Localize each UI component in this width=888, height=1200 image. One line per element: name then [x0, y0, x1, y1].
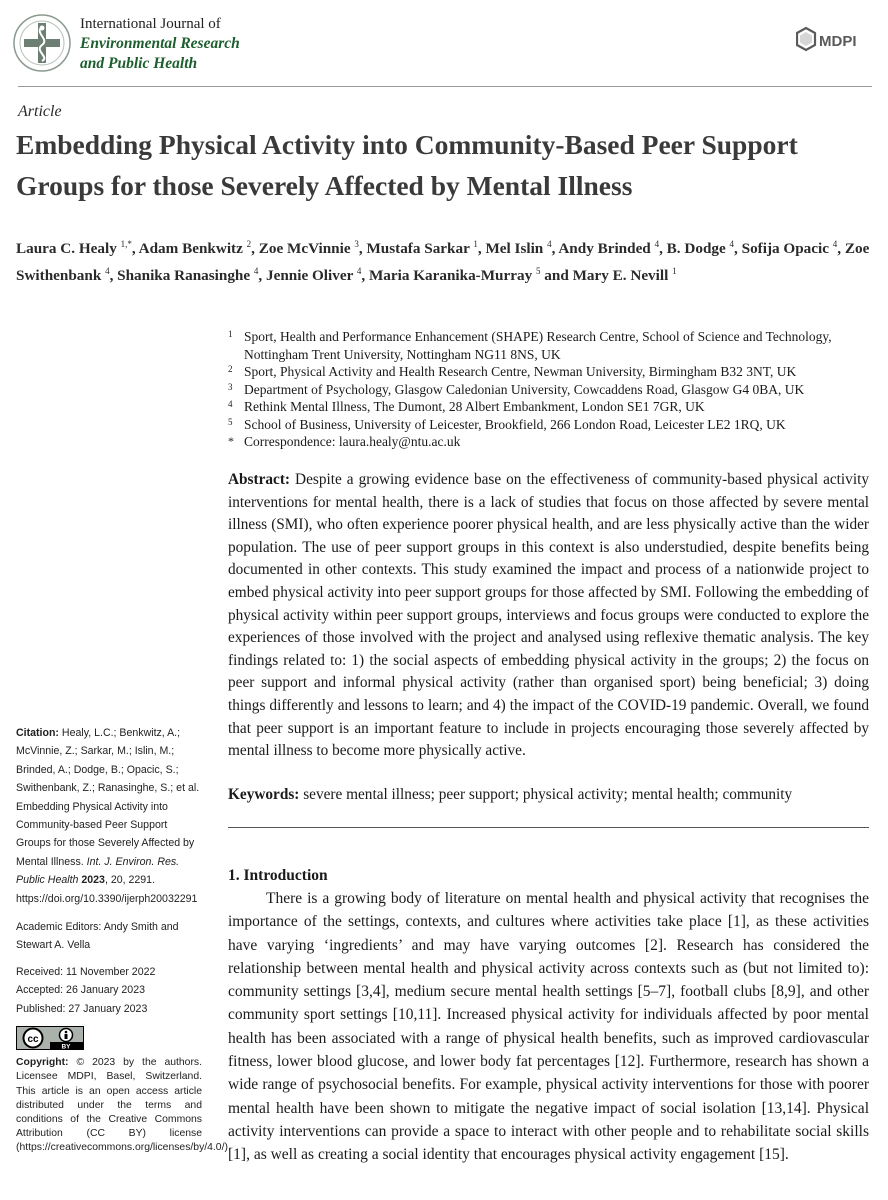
journal-name	[80, 14, 240, 74]
received-date: Received: 11 November 2022	[16, 965, 156, 978]
publication-dates	[16, 963, 202, 1018]
citation-label: Citation:	[16, 727, 59, 739]
affiliation-marker: 4	[228, 399, 233, 409]
author-affiliation-marker: 4	[729, 239, 735, 249]
affiliation-item	[228, 416, 868, 434]
author-affiliation-marker: 4	[547, 239, 552, 249]
author-affiliation-marker: 2	[246, 239, 252, 249]
introduction-body	[228, 887, 869, 1167]
author-separator: ,	[358, 240, 367, 258]
author-separator: ,	[131, 240, 139, 258]
author-separator: ,	[551, 240, 559, 258]
author-name: and Mary E. Nevill	[544, 267, 669, 285]
affiliation-text: Department of Psychology, Glasgow Caledonian University, Cowcaddens Road, Glasgow G4 0BA, UK	[244, 381, 805, 397]
author-affiliation-marker: 4	[253, 266, 259, 277]
journal-emblem-icon	[12, 13, 72, 73]
author-list	[16, 233, 876, 287]
article-type: Article	[18, 103, 62, 120]
abstract-text: Despite a growing evidence base on the effectiveness of community-based physical activity interventions for mental health, there is a lack of studies that focus on those affected by severe mental illness (SMI), who often experience poorer physical health, and are less physically active than the wider population. The use of peer support groups in this context is also understudied, despite benefits being documented in other contexts. This study examined the impact and process of a nationwide project to embed physical activity into peer support groups for those affected by SMI. Following the embedding of physical activity within peer support groups, interviews and focus groups were conducted to explore the experiences of those involved with the project and analysed using reflexive thematic analysis. The key findings related to: 1) the social aspects of embedding physical activity in the groups; 2) the focus on peer support and informal physical activity (rather than organised sport) being beneficial; 3) doing things differently and lessons to learn; and 4) the impact of the COVID-19 pandemic. Overall, we found that peer support is an important feature to include in projects encouraging those severely affected by mental illness to become more physically active.	[228, 471, 869, 760]
author-separator: ,	[659, 240, 667, 258]
journal-name-line1: International Journal of	[80, 16, 221, 32]
citation-journal: Int. J. Environ. Res. Public Health	[16, 855, 180, 887]
author-separator: ,	[251, 240, 259, 258]
author-name: Sofija Opacic	[741, 240, 829, 258]
header-divider	[18, 86, 872, 87]
mdpi-logo-icon	[796, 26, 872, 56]
affiliation-marker: 3	[228, 381, 233, 392]
affiliation-item	[228, 381, 868, 399]
author-name: Adam Benkwitz	[138, 240, 243, 258]
affiliation-marker: 1	[228, 329, 233, 339]
author-affiliation-marker: 4	[356, 266, 362, 277]
author-affiliation-marker: 1	[473, 239, 478, 249]
affiliation-text: Sport, Physical Activity and Health Research Centre, Newman University, Birmingham B32 3NT, UK	[244, 364, 797, 379]
cc-by-license-icon[interactable]	[16, 1026, 84, 1050]
affiliation-item	[228, 328, 868, 363]
keywords	[228, 784, 869, 806]
affiliation-marker: 2	[228, 364, 233, 374]
author-affiliation-marker: 1,*	[120, 239, 132, 249]
author-affiliation-marker: 3	[354, 239, 359, 249]
cc-label: cc	[27, 1034, 39, 1046]
section-divider	[228, 827, 869, 828]
copyright-notice	[16, 1056, 231, 1155]
abstract-label: Abstract:	[228, 471, 291, 488]
affiliation-list	[228, 328, 868, 451]
abstract	[228, 469, 869, 763]
affiliation-text: Rethink Mental Illness, The Dumont, 28 Albert Embankment, London SE1 7GR, UK	[244, 399, 705, 414]
citation	[16, 724, 202, 908]
sidebar	[16, 724, 231, 1156]
published-date: Published: 27 January 2023	[16, 1002, 148, 1015]
author-name: Jennie Oliver	[266, 267, 354, 285]
author-separator: ,	[734, 240, 742, 258]
introduction-paragraph: There is a growing body of literature on mental health and physical activity that recognises the importance of the settings, contexts, and cultures where activities take place [1], as these activities have varying ‘ingredients’ and may have varying outcomes [2]. Research has considered the relationship between mental health and physical activity across contexts such as (but not limited to): community settings [3,4], medium secure mental health settings [5–7], football clubs [8,9], and other community sport settings [10,11]. Increased physical activity for individuals affected by poor mental health has been associated with a range of physical health benefits, such as improved cardiovascular fitness, lower blood glucose, and lower body fat percentages [12]. Furthermore, research has shown a wide range of psychosocial benefits. For example, physical activity interventions for those with poorer mental health have been shown to mitigate the negative impact of social isolation [13,14]. Physical activity interventions can provide a space to interact with other people and to rehabilitate social skills [1], as well as creating a social identity that encourages physical activity engagement [15].	[228, 890, 869, 1164]
copyright-label: Copyright:	[16, 1057, 69, 1069]
author-name: Mustafa Sarkar	[366, 240, 470, 258]
author-affiliation-marker: 4	[832, 239, 838, 249]
citation-year: 2023	[81, 874, 105, 887]
author-name: Zoe McVinnie	[258, 240, 351, 258]
affiliation-item	[228, 398, 868, 416]
article-title: Embedding Physical Activity into Community-Based Peer Support Groups for those Severely Affected by Mental Illness	[16, 129, 798, 201]
copyright-text: © 2023 by the authors. Licensee MDPI, Basel, Switzerland. This article is an open access article distributed under the terms and conditions of the Creative Commons Attribution (CC BY) license (https://creativecommons.org/licenses/by/4.0/).	[16, 1057, 231, 1154]
section-heading-introduction: 1. Introduction	[228, 867, 328, 884]
author-name: Andy Brinded	[558, 240, 651, 258]
author-separator: ,	[258, 267, 266, 285]
journal-name-line2: Environmental Research	[80, 35, 240, 52]
journal-name-line3: and Public Health	[80, 55, 198, 72]
affiliation-text: Correspondence: laura.healy@ntu.ac.uk	[244, 434, 461, 449]
author-name: B. Dodge	[666, 240, 726, 258]
cc-by-label: BY	[61, 1043, 71, 1051]
mdpi-logo-text: MDPI	[819, 33, 857, 50]
author-name: Shanika Ranasinghe	[117, 267, 251, 285]
author-affiliation-marker: 1	[672, 266, 677, 277]
keywords-label: Keywords:	[228, 786, 300, 803]
affiliation-item	[228, 433, 868, 451]
citation-rest[interactable]: , 20, 2291. https://doi.org/10.3390/ijerph20032291	[16, 874, 198, 905]
author-name: Maria Karanika-Murray	[368, 267, 533, 285]
keywords-text: severe mental illness; peer support; physical activity; mental health; community	[303, 786, 793, 803]
author-name: Zoe Swithenbank	[16, 240, 870, 285]
author-affiliation-marker: 4	[654, 239, 660, 249]
accepted-date: Accepted: 26 January 2023	[16, 984, 145, 997]
author-separator: ,	[477, 240, 486, 258]
author-name: Laura C. Healy	[16, 240, 117, 258]
affiliation-marker: *	[228, 434, 234, 448]
citation-text: Healy, L.C.; Benkwitz, A.; McVinnie, Z.; Sarkar, M.; Islin, M.; Brinded, A.; Dodge, B.; Opacic, S.; Swithenbank, Z.; Ranasinghe, S.; et al. Embedding Physical Activity into Community-based Peer Support Groups for those Severely Affected by Mental Illness.	[16, 727, 200, 868]
affiliation-text: School of Business, University of Leicester, Brookfield, 266 London Road, Leicester LE2 1RQ, UK	[244, 416, 786, 432]
author-separator: ,	[361, 267, 369, 285]
affiliation-item	[228, 363, 868, 381]
author-name: Mel Islin	[485, 240, 544, 258]
affiliation-marker: 5	[228, 416, 233, 427]
author-separator: ,	[109, 267, 118, 285]
author-affiliation-marker: 4	[105, 266, 110, 277]
author-affiliation-marker: 5	[535, 266, 541, 277]
affiliation-text: Sport, Health and Performance Enhancement (SHAPE) Research Centre, School of Science and Technology, Nottingham Trent University, Nottingham NG11 8NS, UK	[244, 329, 832, 362]
author-separator: ,	[837, 240, 845, 258]
academic-editors: Academic Editors: Andy Smith and Stewart A. Vella	[16, 921, 179, 952]
